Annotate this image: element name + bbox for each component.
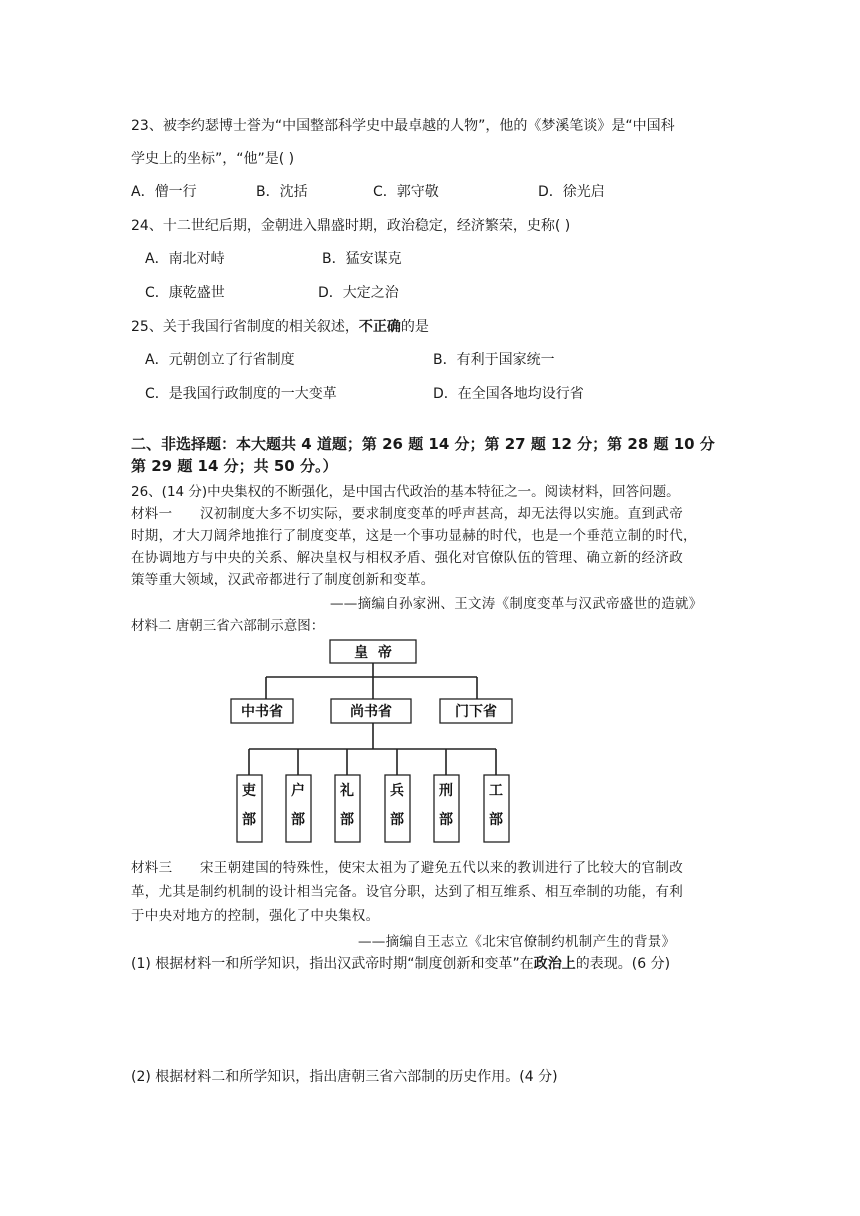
ministry-bottom-char: 部 xyxy=(242,812,256,828)
q25-stem-emphasis: 不正确 xyxy=(358,319,401,335)
ministry-top-char: 户 xyxy=(291,783,305,799)
emperor-label: 皇 帝 xyxy=(354,645,392,661)
ministry-bottom-char: 部 xyxy=(489,812,503,828)
province-label-shangshu: 尚书省 xyxy=(350,704,392,720)
q24-option-c: C．康乾盛世 xyxy=(145,285,225,301)
q23-option-c: C．郭守敬 xyxy=(373,184,439,200)
province-label-menxia: 门下省 xyxy=(455,704,497,720)
q24-option-a: A．南北对峙 xyxy=(145,251,225,267)
q23-stem-line2: 学史上的坐标”，“他”是( ) xyxy=(131,151,295,167)
q26-subquestion-1: (1) 根据材料一和所学知识，指出汉武帝时期“制度创新和变革”在政治上的表现。(6 分) xyxy=(131,956,671,972)
q23-option-b: B．沈括 xyxy=(256,184,308,200)
ministry-top-char: 礼 xyxy=(340,783,354,799)
q25-option-b: B．有利于国家统一 xyxy=(433,352,555,368)
q26-sub1-emphasis: 政治上 xyxy=(533,956,576,972)
q26-material2-label: 材料二 唐朝三省六部制示意图： xyxy=(131,618,325,634)
q26-material1-line3: 在协调地方与中央的关系、解决皇权与相权矛盾、强化对官僚队伍的管理、确立新的经济政 xyxy=(131,550,683,566)
q23-stem-line1: 23、被李约瑟博士誉为“中国整部科学史中最卓越的人物”，他的《梦溪笔谈》是“中国科 xyxy=(131,118,675,134)
ministry-bottom-char: 部 xyxy=(340,812,354,828)
ministry-top-char: 吏 xyxy=(242,783,256,799)
q24-stem: 24、十二世纪后期，金朝进入鼎盛时期，政治稳定，经济繁荣，史称( ) xyxy=(131,218,571,234)
ministry-bottom-char: 部 xyxy=(291,812,305,828)
ministry-bottom-char: 部 xyxy=(390,812,404,828)
section2-heading-line1: 二、非选择题：本大题共 4 道题；第 26 题 14 分；第 27 题 12 分；第 28 题 10 分 xyxy=(131,435,715,453)
q26-intro: 26、(14 分)中央集权的不断强化，是中国古代政治的基本特征之一。阅读材料，回答问题。 xyxy=(131,484,680,500)
q26-material1-line1: 材料一 汉初制度大多不切实际，要求制度变革的呼声甚高，却无法得以实施。直到武帝 xyxy=(131,506,683,522)
q26-material1-line4: 策等重大领域，汉武帝都进行了制度创新和变革。 xyxy=(131,572,435,588)
q25-option-a: A．元朝创立了行省制度 xyxy=(145,352,295,368)
q23-option-d: D．徐光启 xyxy=(538,184,605,200)
province-label-zhongshu: 中书省 xyxy=(241,704,283,720)
q25-option-d: D．在全国各地均设行省 xyxy=(433,386,584,402)
ministry-top-char: 兵 xyxy=(390,783,404,799)
ministry-top-char: 工 xyxy=(489,783,503,799)
q26-material1-source: ——摘编自孙家洲、王文涛《制度变革与汉武帝盛世的造就》 xyxy=(330,596,703,612)
q26-material3-line1: 材料三 宋王朝建国的特殊性，使宋太祖为了避免五代以来的教训进行了比较大的官制改 xyxy=(131,860,683,876)
ministry-top-char: 刑 xyxy=(439,783,453,799)
ministry-bottom-char: 部 xyxy=(439,812,453,828)
q26-material3-line3: 于中央对地方的控制，强化了中央集权。 xyxy=(131,908,380,924)
q23-option-a: A．僧一行 xyxy=(131,184,197,200)
q24-option-d: D．大定之治 xyxy=(318,285,399,301)
q25-option-c: C．是我国行政制度的一大变革 xyxy=(145,386,337,402)
section2-heading-line2: 第 29 题 14 分；共 50 分。） xyxy=(131,457,338,475)
q26-material3-source: ——摘编自王志立《北宋官僚制约机制产生的背景》 xyxy=(358,934,676,950)
q26-material3-line2: 革，尤其是制约机制的设计相当完备。设官分职，达到了相互维系、相互牵制的功能，有利 xyxy=(131,884,683,900)
q25-stem: 25、关于我国行省制度的相关叙述，不正确的是 xyxy=(131,319,429,335)
q24-option-b: B．猛安谋克 xyxy=(322,251,402,267)
q26-material1-line2: 时期，才大刀阔斧地推行了制度变革，这是一个事功显赫的时代，也是一个垂范立制的时代， xyxy=(131,528,697,544)
q26-subquestion-2: (2) 根据材料二和所学知识，指出唐朝三省六部制的历史作用。(4 分) xyxy=(131,1069,558,1085)
